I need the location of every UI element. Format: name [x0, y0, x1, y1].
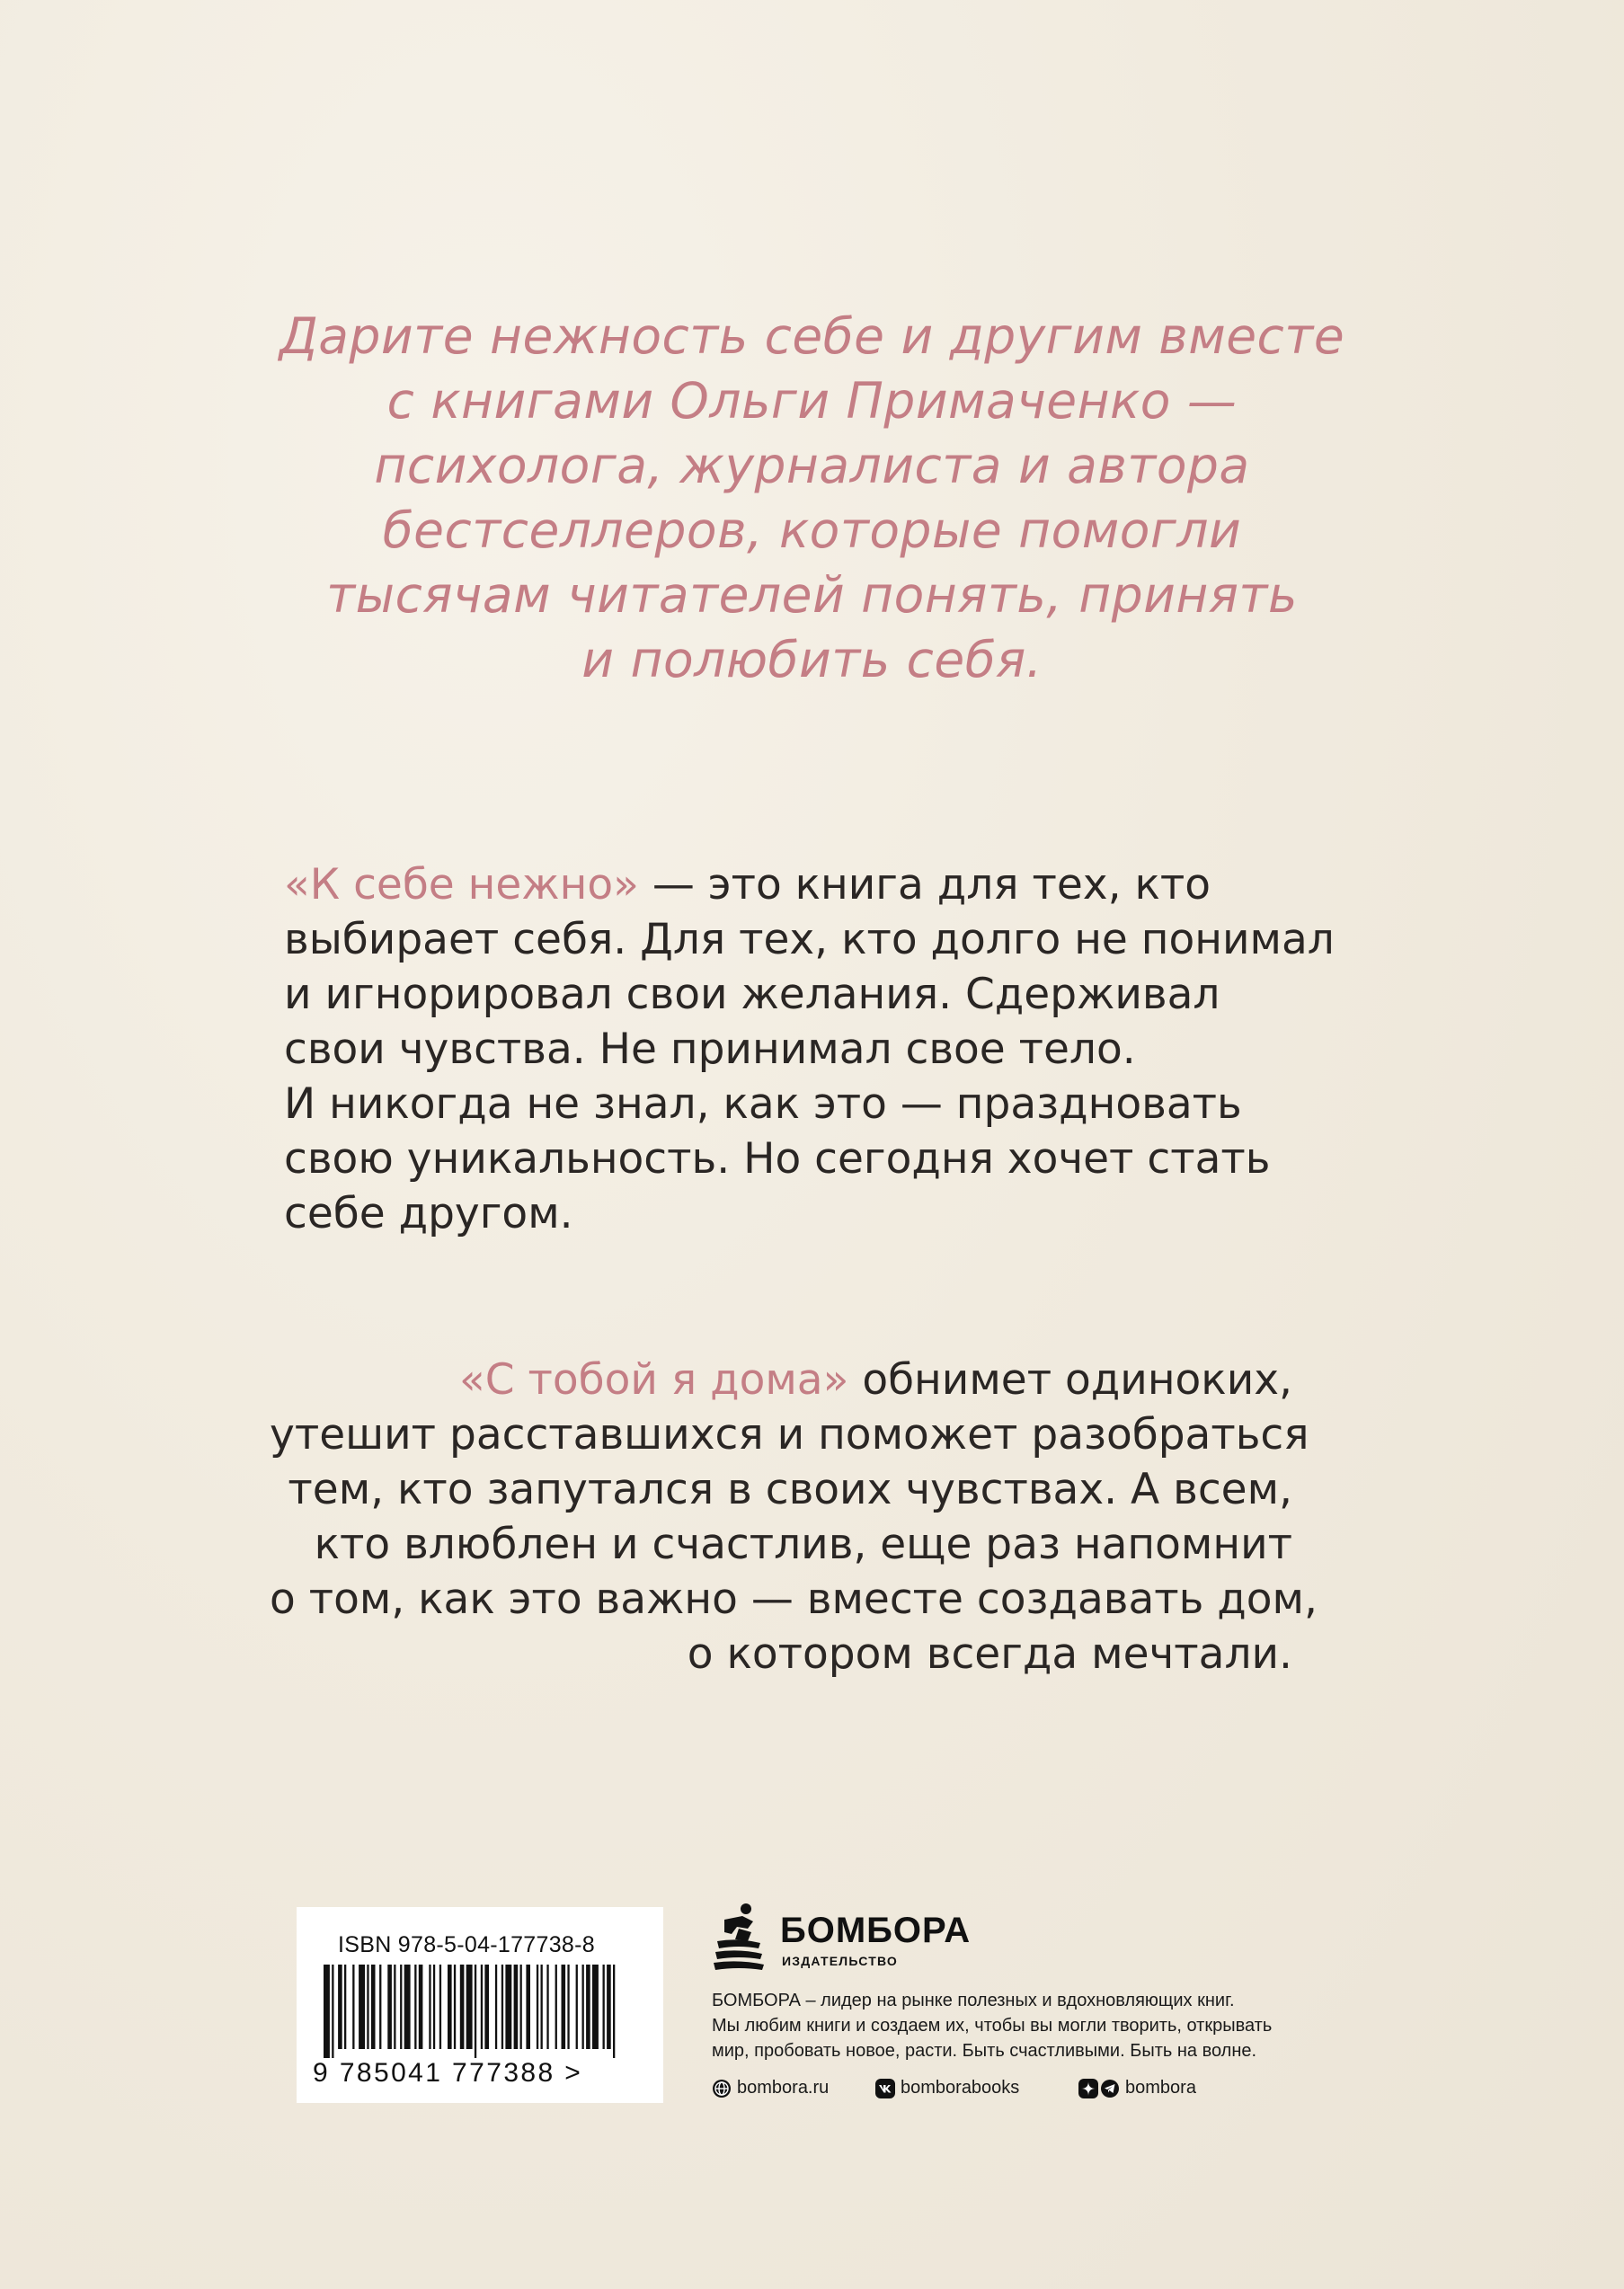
- tagline: [180, 304, 1444, 692]
- barcode-bar: [344, 1965, 346, 2049]
- tagline-line: с книгами Ольги Примаченко —: [386, 372, 1238, 430]
- blurb-line: выбирает себя. Для тех, кто долго не понимал: [284, 915, 1335, 964]
- barcode-bar: [460, 1965, 465, 2049]
- barcode-bar: [505, 1965, 511, 2049]
- barcode-bar: [555, 1965, 557, 2049]
- barcode-bar: [603, 1965, 605, 2049]
- barcode-bar: [400, 1965, 402, 2049]
- barcode-bar: [352, 1965, 354, 2049]
- social-label: bombora: [1125, 2078, 1196, 2098]
- barcode-bar: [514, 1965, 519, 2049]
- publisher-name: БОМБОРА: [780, 1911, 972, 1950]
- barcode-bar: [324, 1965, 330, 2058]
- barcode-bar: [387, 1965, 392, 2049]
- bombora-logo-icon: [712, 1902, 766, 1972]
- tagline-line: Дарите нежность себе и другим вместе: [279, 307, 1345, 365]
- barcode-bar: [466, 1965, 473, 2049]
- blurb-line: и игнорировал свои желания. Сдерживал: [284, 970, 1220, 1019]
- blurb-line: о котором всегда мечтали.: [687, 1629, 1292, 1679]
- blurb-line: свою уникальность. Но сегодня хочет стать: [284, 1134, 1271, 1184]
- barcode-bar: [481, 1965, 483, 2049]
- blurb-text: — это книга для тех, кто: [638, 860, 1211, 909]
- isbn-barcode: [297, 1907, 663, 2103]
- barcode-bar: [448, 1965, 452, 2049]
- barcode-bar: [379, 1965, 381, 2049]
- barcode-bar: [541, 1965, 543, 2049]
- social-link-website[interactable]: [712, 2074, 829, 2101]
- barcode-bar: [582, 1965, 584, 2049]
- barcode-bar: [537, 1965, 538, 2049]
- barcode-icon: [324, 1965, 629, 2058]
- barcode-bar: [613, 1965, 615, 2058]
- barcode-bar: [562, 1965, 566, 2049]
- blurb-line: тем, кто запутался в своих чувствах. А всем,: [288, 1465, 1292, 1514]
- barcode-bar: [394, 1965, 395, 2049]
- isbn-number: ISBN 978-5-04-177738-8: [338, 1932, 595, 1957]
- barcode-bar: [419, 1965, 423, 2049]
- tagline-line: тысячам читателей понять, принять: [326, 566, 1298, 624]
- barcode-bar: [475, 1965, 476, 2058]
- publisher-subtitle: ИЗДАТЕЛЬСТВО: [782, 1954, 899, 1968]
- social-label: bombora.ru: [737, 2078, 830, 2098]
- blurb-line: свои чувства. Не принимал свое тело.: [284, 1025, 1136, 1074]
- description-line: БОМБОРА – лидер на рынке полезных и вдохновляющих книг.: [712, 1991, 1235, 2010]
- barcode-bar: [576, 1965, 578, 2049]
- tagline-line: бестселлеров, которые помогли: [382, 501, 1242, 559]
- blurb-text: обнимет одиноких,: [848, 1355, 1292, 1405]
- barcode-bar: [592, 1965, 599, 2049]
- barcode-bar: [546, 1965, 548, 2049]
- barcode-bar: [414, 1965, 416, 2049]
- barcode-bar: [526, 1965, 530, 2049]
- vk-icon: [875, 2079, 895, 2098]
- barcode-bar: [454, 1965, 456, 2049]
- telegram-icon: [1100, 2079, 1120, 2098]
- barcode-bar: [607, 1965, 611, 2049]
- globe-icon: [712, 2079, 732, 2098]
- blurb-line: кто влюблен и счастлив, еще раз напомнит: [314, 1520, 1292, 1569]
- barcode-bar: [520, 1965, 522, 2049]
- publisher-description: [712, 1988, 1359, 2063]
- blurb-line: [270, 1353, 1292, 1407]
- barcode-bar: [332, 1965, 333, 2058]
- barcode-bar: [367, 1965, 368, 2049]
- barcode-bar: [338, 1965, 342, 2049]
- dzen-icon: [1078, 2079, 1098, 2098]
- barcode-bar: [359, 1965, 365, 2049]
- barcode-bar: [501, 1965, 503, 2049]
- barcode-bar: [433, 1965, 435, 2049]
- blurb-line: [284, 857, 1362, 912]
- barcode-bar: [429, 1965, 430, 2049]
- social-link-telegram[interactable]: [1078, 2074, 1196, 2101]
- social-links: [712, 2074, 1359, 2101]
- blurb-line: себе другом.: [284, 1189, 573, 1238]
- social-label: bomborabooks: [901, 2078, 1020, 2098]
- barcode-bar: [495, 1965, 497, 2049]
- book-blurb-s-toboy-ya-doma: [270, 1353, 1318, 1681]
- blurb-line: И никогда не знал, как это — праздновать: [284, 1079, 1242, 1129]
- barcode-bar: [567, 1965, 569, 2049]
- description-line: мир, пробовать новое, расти. Быть счастливыми. Быть на волне.: [712, 2041, 1257, 2061]
- barcode-bar: [404, 1965, 411, 2049]
- barcode-bar: [371, 1965, 376, 2049]
- barcode-bar: [439, 1965, 441, 2049]
- book-title: «К себе нежно»: [284, 860, 639, 909]
- barcode-bar: [586, 1965, 590, 2049]
- tagline-line: психолога, журналиста и автора: [374, 437, 1250, 494]
- blurb-line: о том, как это важно — вместе создавать дом,: [270, 1575, 1318, 1624]
- barcode-bar: [484, 1965, 489, 2049]
- tagline-line: и полюбить себя.: [581, 631, 1043, 688]
- blurb-line: утешит расставшихся и поможет разобраться: [270, 1410, 1309, 1459]
- barcode-digits: 9 785041 777388 >: [313, 2058, 583, 2088]
- book-title: «С тобой я дома»: [459, 1355, 849, 1405]
- social-link-vk[interactable]: [875, 2074, 1019, 2101]
- description-line: Мы любим книги и создаем их, чтобы вы могли творить, открывать: [712, 2016, 1273, 2036]
- book-blurb-k-sebe-nezhno: [284, 857, 1362, 1241]
